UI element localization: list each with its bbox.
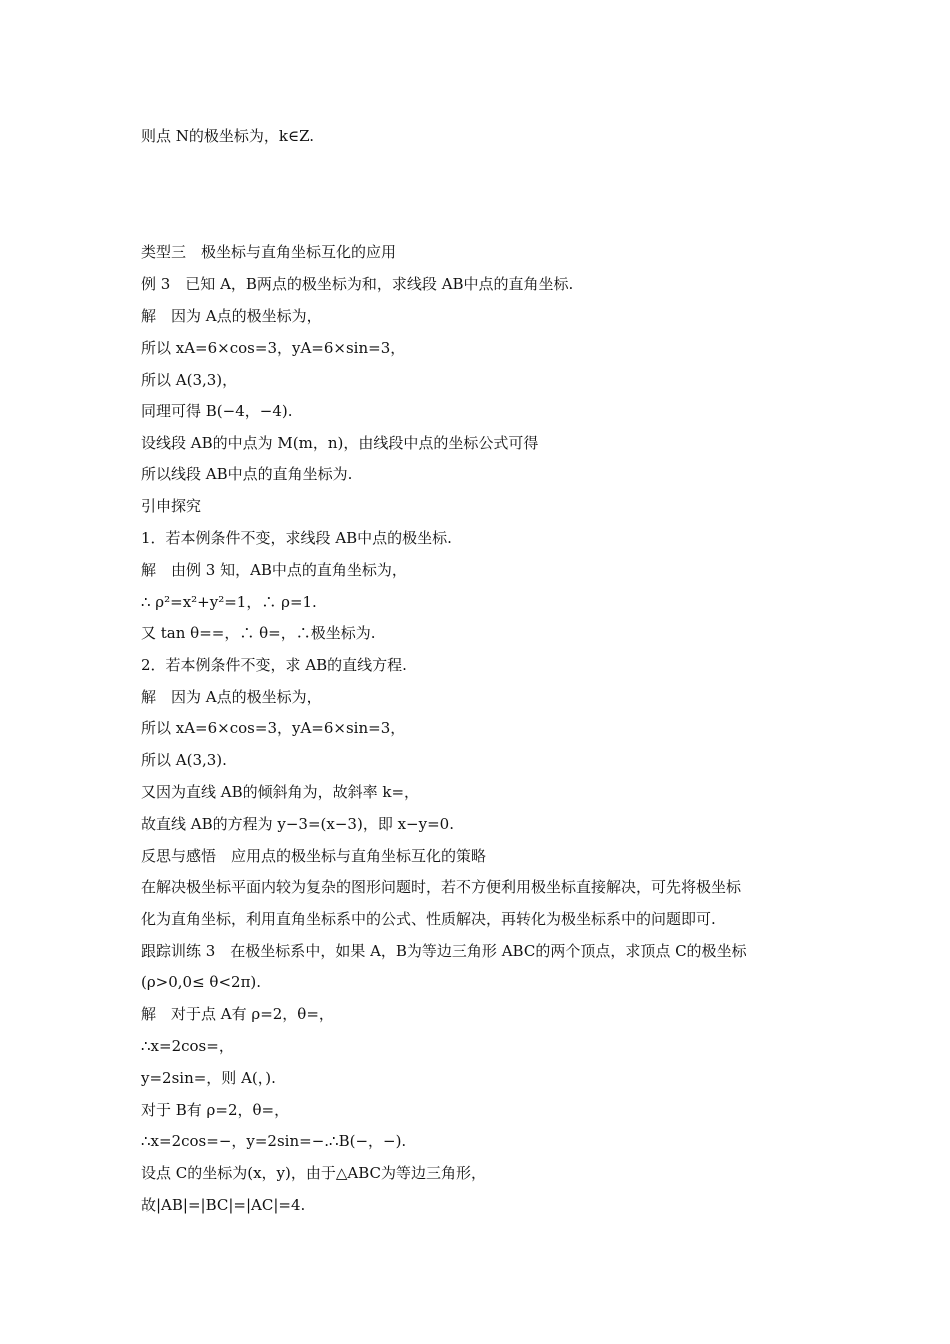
text-line: 解 因为 A点的极坐标为， — [141, 307, 322, 325]
text-line: 故|AB|=|BC|=|AC|=4. — [141, 1196, 306, 1214]
text-line: y=2sin=，则 A(，). — [141, 1069, 276, 1087]
text-line: 设点 C的坐标为(x，y)，由于△ABC为等边三角形， — [141, 1164, 487, 1182]
text-line: 所以 xA=6×cos=3，yA=6×sin=3， — [141, 339, 406, 357]
text-line: 所以 A(3,3)， — [141, 371, 238, 389]
example-statement: 例 3 已知 A，B两点的极坐标为和，求线段 AB中点的直角坐标. — [141, 275, 574, 293]
text-line: 化为直角坐标，利用直角坐标系中的公式、性质解决，再转化为极坐标系中的问题即可. — [141, 910, 716, 928]
text-line: 同理可得 B(−4，−4). — [141, 402, 293, 420]
text-line: 所以 A(3,3). — [141, 751, 227, 769]
text-line: ∴x=2cos=−，y=2sin=−.∴B(−，−). — [141, 1132, 407, 1150]
text-line: 解 由例 3 知，AB中点的直角坐标为， — [141, 561, 407, 579]
text-line: 2．若本例条件不变，求 AB的直线方程. — [141, 656, 407, 674]
text-line: (ρ>0,0≤ θ<2π). — [141, 973, 262, 991]
text-line: 则点 N的极坐标为，k∈Z. — [141, 127, 315, 145]
section-heading: 类型三 极坐标与直角坐标互化的应用 — [141, 243, 397, 261]
text-line: 设线段 AB的中点为 M(m，n)，由线段中点的坐标公式可得 — [141, 434, 539, 452]
subsection-heading: 引申探究 — [141, 497, 202, 515]
text-line: 在解决极坐标平面内较为复杂的图形问题时，若不方便利用极坐标直接解决，可先将极坐标 — [141, 878, 742, 896]
text-line: 解 对于点 A有 ρ=2，θ=， — [141, 1005, 334, 1023]
text-line: 所以线段 AB中点的直角坐标为. — [141, 465, 353, 483]
text-line: 又 tan θ==，∴ θ=，∴极坐标为. — [141, 624, 376, 642]
exercise-statement: 跟踪训练 3 在极坐标系中，如果 A，B为等边三角形 ABC的两个顶点，求顶点 C的极坐标 — [141, 942, 747, 960]
text-line: 故直线 AB的方程为 y−3=(x−3)，即 x−y=0. — [141, 815, 454, 833]
text-line: 所以 xA=6×cos=3，yA=6×sin=3， — [141, 719, 406, 737]
text-line: 1．若本例条件不变，求线段 AB中点的极坐标. — [141, 529, 452, 547]
text-line: 又因为直线 AB的倾斜角为，故斜率 k=， — [141, 783, 420, 801]
text-line: ∴x=2cos=， — [141, 1037, 234, 1055]
text-line: 对于 B有 ρ=2，θ=， — [141, 1101, 290, 1119]
text-line: 解 因为 A点的极坐标为， — [141, 688, 322, 706]
reflection-heading: 反思与感悟 应用点的极坐标与直角坐标互化的策略 — [141, 847, 487, 865]
text-line: ∴ ρ²=x²+y²=1，∴ ρ=1. — [141, 593, 317, 611]
